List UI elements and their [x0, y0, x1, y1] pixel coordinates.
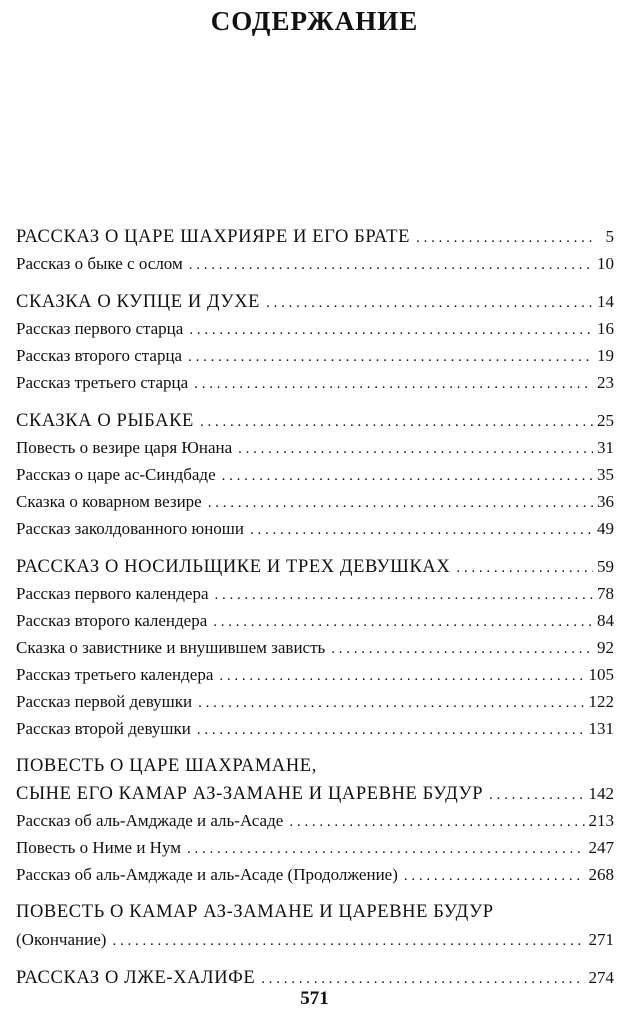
- dot-leader: [197, 717, 585, 744]
- dot-leader: [112, 928, 584, 955]
- toc-entry-page: 49: [597, 519, 614, 538]
- toc-entry[interactable]: [16, 634, 614, 661]
- toc-entry-page: 274: [588, 968, 614, 987]
- toc-entry-label: Рассказ об аль-Амджаде и аль-Асаде: [16, 811, 284, 830]
- toc-entry-page: 92: [597, 638, 614, 657]
- toc-entry-page: 84: [597, 611, 614, 630]
- dot-leader: [215, 582, 593, 609]
- dot-leader: [219, 663, 584, 690]
- toc-entry-page: 271: [588, 930, 614, 949]
- dot-leader: [213, 609, 593, 636]
- toc-entry-major[interactable]: [16, 780, 614, 807]
- dot-leader: [266, 290, 593, 317]
- toc-entry-label: СЫНЕ ЕГО КАМАР АЗ-ЗАМАНЕ И ЦАРЕВНЕ БУДУР: [16, 784, 484, 804]
- toc-entry-label: Рассказ второй девушки: [16, 719, 191, 738]
- toc-entry-label: Рассказ третьего календера: [16, 665, 214, 684]
- toc-entry-major[interactable]: [16, 964, 614, 991]
- dot-leader: [187, 836, 585, 863]
- toc-entry[interactable]: [16, 861, 614, 888]
- dot-leader: [194, 371, 593, 398]
- toc-entry-page: 31: [597, 438, 614, 457]
- toc-entry-page: 122: [588, 692, 614, 711]
- dot-leader: [331, 636, 593, 663]
- toc-entry[interactable]: [16, 580, 614, 607]
- toc-entry-label: РАССКАЗ О ЛЖЕ-ХАЛИФЕ: [16, 968, 256, 988]
- toc-entry-page: 131: [588, 719, 614, 738]
- toc-entry-label: Рассказ второго календера: [16, 611, 208, 630]
- toc-entry-page: 10: [597, 254, 614, 273]
- toc-entry[interactable]: [16, 661, 614, 688]
- toc-entry-label: СКАЗКА О КУПЦЕ И ДУХЕ: [16, 292, 261, 312]
- toc-entry[interactable]: [16, 688, 614, 715]
- toc-entry-page: 142: [588, 784, 614, 803]
- toc-entry-label: Рассказ первого календера: [16, 584, 209, 603]
- toc-entry-major[interactable]: [16, 926, 614, 953]
- toc-entry[interactable]: [16, 342, 614, 369]
- toc-entry-label: Рассказ первого старца: [16, 319, 184, 338]
- dot-leader: [200, 409, 593, 436]
- table-of-contents: [16, 223, 614, 991]
- toc-entry[interactable]: [16, 315, 614, 342]
- dot-leader: [188, 344, 593, 371]
- toc-entry-page: 268: [588, 865, 614, 884]
- dot-leader: [222, 463, 593, 490]
- toc-entry[interactable]: [16, 834, 614, 861]
- dot-leader: [456, 555, 593, 582]
- toc-entry-label: Рассказ первой девушки: [16, 692, 193, 711]
- toc-entry[interactable]: [16, 369, 614, 396]
- dot-leader: [404, 863, 585, 890]
- toc-entry-label: Сказка о коварном везире: [16, 492, 202, 511]
- toc-entry-page: 23: [597, 373, 614, 392]
- toc-entry-major[interactable]: [16, 553, 614, 580]
- toc-entry[interactable]: [16, 515, 614, 542]
- dot-leader: [250, 517, 593, 544]
- toc-entry-page: 14: [597, 292, 614, 311]
- toc-entry-label: Рассказ второго старца: [16, 346, 183, 365]
- toc-entry-label: Повесть о везире царя Юнана: [16, 438, 233, 457]
- toc-entry-page: 105: [588, 665, 614, 684]
- toc-entry[interactable]: [16, 250, 614, 277]
- toc-entry-label: Рассказ об аль-Амджаде и аль-Асаде (Продолжение): [16, 865, 398, 884]
- toc-entry-label: СКАЗКА О РЫБАКЕ: [16, 411, 194, 431]
- toc-entry-page: 25: [597, 411, 614, 430]
- toc-entry-page: 16: [597, 319, 614, 338]
- toc-entry-label: Рассказ заколдованного юноши: [16, 519, 244, 538]
- toc-entry-page: 213: [588, 811, 614, 830]
- dot-leader: [489, 782, 584, 809]
- page-number: 571: [300, 988, 329, 1009]
- toc-entry-label: РАССКАЗ О ЦАРЕ ШАХРИЯРЕ И ЕГО БРАТЕ: [16, 227, 411, 247]
- page-title: СОДЕРЖАНИЕ: [210, 6, 419, 36]
- dot-leader: [189, 252, 593, 279]
- toc-entry-label: Рассказ о царе ас-Синдбаде: [16, 465, 216, 484]
- dot-leader: [416, 225, 596, 252]
- toc-entry-page: 78: [597, 584, 614, 603]
- toc-entry-label: (Окончание): [16, 930, 107, 949]
- toc-entry-major[interactable]: [16, 223, 614, 250]
- toc-entry-label: Сказка о завистнике и внушившем зависть: [16, 638, 326, 657]
- toc-entry-page: 35: [597, 465, 614, 484]
- toc-entry-heading-line[interactable]: [16, 899, 614, 926]
- toc-entry-heading-line[interactable]: [16, 753, 614, 780]
- dot-leader: [238, 436, 593, 463]
- toc-entry-page: 36: [597, 492, 614, 511]
- toc-entry[interactable]: [16, 488, 614, 515]
- toc-entry-page: 247: [588, 838, 614, 857]
- toc-entry-label: Повесть о Ниме и Нум: [16, 838, 181, 857]
- toc-entry[interactable]: [16, 807, 614, 834]
- toc-entry-major[interactable]: [16, 407, 614, 434]
- toc-entry-label: Рассказ третьего старца: [16, 373, 189, 392]
- toc-entry[interactable]: [16, 434, 614, 461]
- toc-entry-label: Рассказ о быке с ослом: [16, 254, 183, 273]
- toc-entry-page: 5: [605, 227, 614, 246]
- toc-entry[interactable]: [16, 461, 614, 488]
- toc-entry-label: РАССКАЗ О НОСИЛЬЩИКЕ И ТРЕХ ДЕВУШКАХ: [16, 557, 451, 577]
- dot-leader: [198, 690, 584, 717]
- toc-entry[interactable]: [16, 715, 614, 742]
- toc-entry-page: 19: [597, 346, 614, 365]
- toc-entry-major[interactable]: [16, 288, 614, 315]
- toc-entry-label: ПОВЕСТЬ О КАМАР АЗ-ЗАМАНЕ И ЦАРЕВНЕ БУДУР: [16, 902, 494, 922]
- dot-leader: [289, 809, 584, 836]
- toc-entry-label: ПОВЕСТЬ О ЦАРЕ ШАХРАМАНЕ,: [16, 756, 317, 776]
- toc-entry[interactable]: [16, 607, 614, 634]
- toc-entry-page: 59: [597, 557, 614, 576]
- dot-leader: [189, 317, 593, 344]
- dot-leader: [208, 490, 593, 517]
